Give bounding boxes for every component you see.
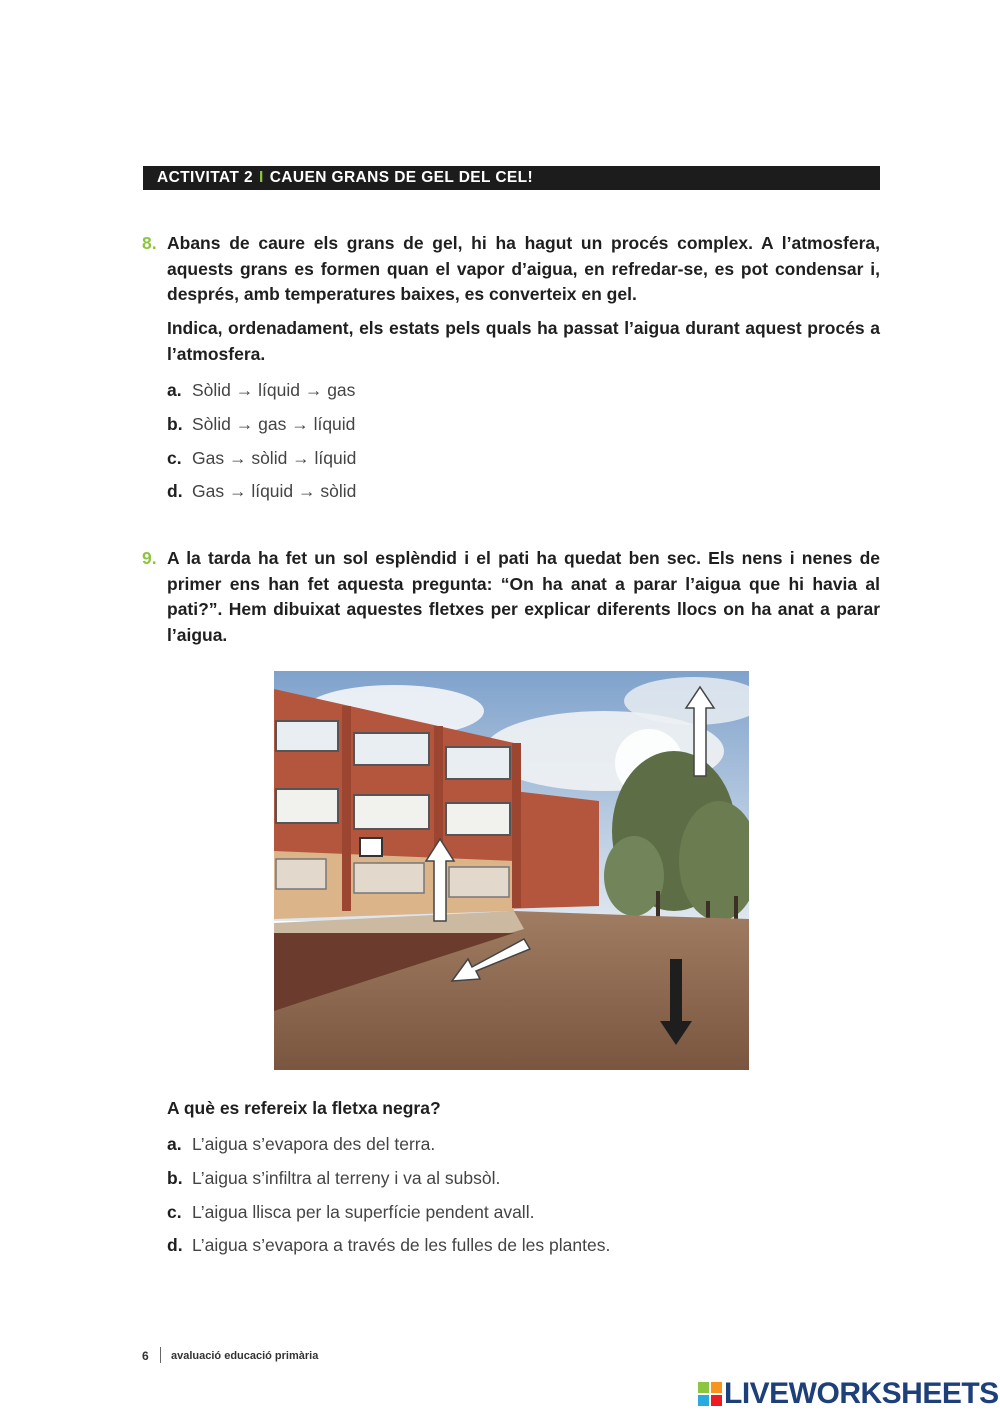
option-text: L’aigua s’infiltra al terreny i va al subsòl. (192, 1168, 501, 1188)
q8-option-b[interactable] (167, 414, 355, 435)
question-9-number: 9. (142, 548, 157, 568)
option-text: Sòlid → gas → líquid (192, 414, 356, 434)
question-8-number: 8. (142, 233, 157, 253)
option-letter: a. (167, 1134, 182, 1154)
q8-option-d[interactable] (167, 481, 356, 502)
q8-option-c[interactable] (167, 448, 356, 469)
q8-option-a[interactable] (167, 380, 355, 401)
window (276, 859, 326, 889)
option-text: Gas → líquid → sòlid (192, 481, 357, 501)
window (354, 863, 424, 893)
option-letter: d. (167, 481, 183, 501)
option-text: Sòlid → líquid → gas (192, 380, 356, 400)
q9-option-c[interactable] (167, 1202, 534, 1223)
footer-divider (160, 1347, 161, 1363)
brand-name: LIVEWORKSHEETS (724, 1377, 999, 1410)
question-8-prompt: Indica, ordenadament, els estats pels quals ha passat l’aigua durant aquest procés a l’atmosfera. (167, 318, 880, 364)
window (354, 795, 429, 829)
option-letter: c. (167, 448, 182, 468)
courtyard-illustration (274, 671, 749, 1070)
option-letter: a. (167, 380, 182, 400)
tree-canopy (604, 836, 664, 916)
window (276, 721, 338, 751)
activity-header (143, 166, 880, 190)
activity-separator: I (258, 169, 264, 186)
footer-text: avaluació educació primària (171, 1350, 319, 1362)
window (446, 747, 510, 779)
option-text: L’aigua s’evapora des del terra. (192, 1134, 436, 1154)
q9-option-d[interactable] (167, 1235, 610, 1256)
question-9-text: A la tarda ha fet un sol esplèndid i el pati ha quedat ben sec. Els nens i nenes de primer ens han fet aquesta pregunta: “On ha anat a parar l’aigua que hi havia al pati?”. Hem dibuixat aquestes fletxes per explicar diferents llocs on ha anat a parar l’aigua. (167, 548, 880, 645)
option-letter: c. (167, 1202, 182, 1222)
option-text: Gas → sòlid → líquid (192, 448, 357, 468)
question-9-prompt: A què es refereix la fletxa negra? (167, 1098, 441, 1118)
window (276, 789, 338, 823)
basketball-board (360, 838, 382, 856)
liveworksheets-logo-icon (698, 1380, 722, 1408)
q9-option-b[interactable] (167, 1168, 500, 1189)
option-text: L’aigua llisca per la superfície pendent avall. (192, 1202, 535, 1222)
option-text: L’aigua s’evapora a través de les fulles de les plantes. (192, 1235, 611, 1255)
school-courtyard-photo (274, 671, 749, 1070)
liveworksheets-logo[interactable] (698, 1376, 999, 1412)
page-number: 6 (142, 1349, 149, 1363)
activity-label: ACTIVITAT 2 (157, 169, 253, 186)
window (446, 803, 510, 835)
option-letter: b. (167, 1168, 183, 1188)
activity-title: CAUEN GRANS DE GEL DEL CEL! (269, 169, 534, 186)
window (354, 733, 429, 765)
pillar (342, 706, 351, 911)
q9-option-a[interactable] (167, 1134, 435, 1155)
pillar (512, 743, 521, 908)
window (449, 867, 509, 897)
option-letter: d. (167, 1235, 183, 1255)
option-letter: b. (167, 414, 183, 434)
question-8-text: Abans de caure els grans de gel, hi ha hagut un procés complex. A l’atmosfera, aquests grans es formen quan el vapor d’aigua, en refredar-se, es pot condensar i, després, amb temperatures baixes, es converteix en gel. (167, 233, 880, 304)
